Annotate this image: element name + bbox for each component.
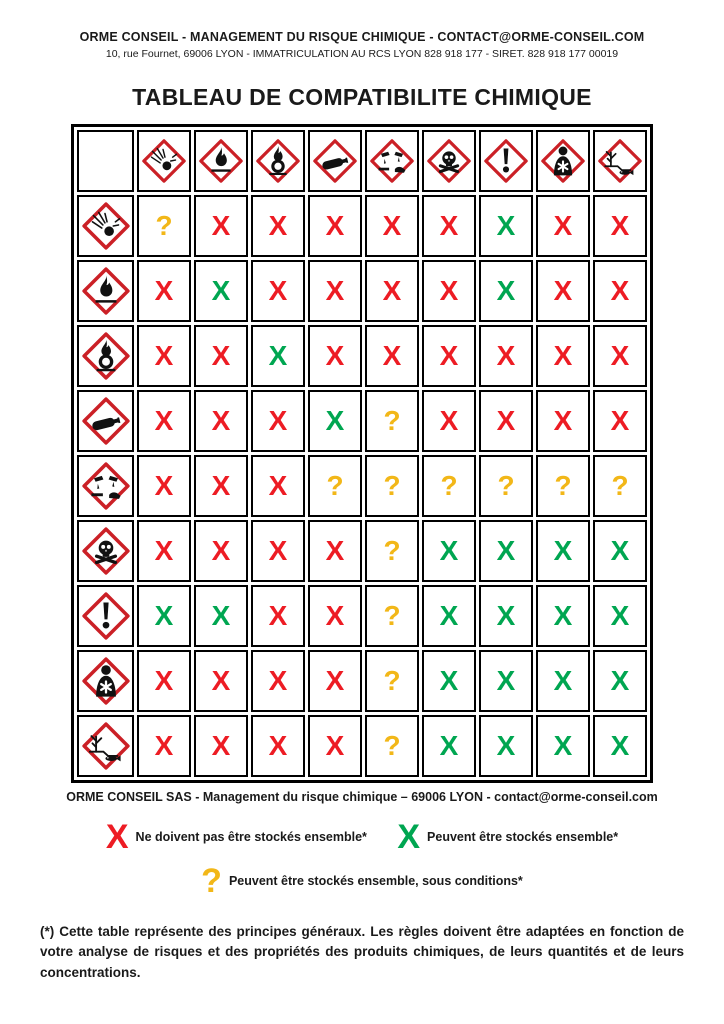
col-header-corrosion-icon (365, 130, 419, 192)
compatibility-cell: X (251, 455, 305, 517)
compatibility-cell: X (479, 715, 533, 777)
compatibility-cell: X (593, 650, 647, 712)
compatibility-cell: X (422, 260, 476, 322)
legend-label: Peuvent être stockés ensemble, sous conditions* (228, 874, 523, 888)
compatibility-cell: X (536, 390, 590, 452)
col-header-environment-icon (593, 130, 647, 192)
compatibility-cell: X (479, 195, 533, 257)
table-row (77, 195, 647, 257)
compatibility-cell: ? (365, 650, 419, 712)
compatibility-cell: ? (365, 585, 419, 647)
flame-over-circle-icon (255, 138, 301, 184)
legend-label: Peuvent être stockés ensemble* (427, 830, 619, 844)
compatibility-cell: ? (365, 715, 419, 777)
col-header-exclamation-mark-icon (479, 130, 533, 192)
compatibility-cell: X (251, 390, 305, 452)
compatibility-cell: X (308, 195, 362, 257)
compatibility-cell: X (536, 715, 590, 777)
compatibility-cell: X (422, 585, 476, 647)
legend-item-compatible (397, 818, 619, 856)
compatibility-cell: X (479, 325, 533, 387)
table-row (77, 650, 647, 712)
compatibility-cell: ? (365, 455, 419, 517)
compatibility-cell: ? (536, 455, 590, 517)
compatibility-cell: X (479, 650, 533, 712)
compatibility-cell: X (593, 260, 647, 322)
environment-icon (81, 721, 131, 771)
company-address-line: 10, rue Fournet, 69006 LYON - IMMATRICULATION AU RCS LYON 828 918 177 - SIRET. 828 918 177 00019 (105, 48, 619, 60)
compatibility-cell: X (365, 325, 419, 387)
compatibility-cell: X (251, 585, 305, 647)
compatibility-cell: X (251, 650, 305, 712)
footnote-paragraph: (*) Cette table représente des principes généraux. Les règles doivent être adaptées en fonction de votre analyse de risques et des propriétés des produits chimiques, de leurs quantités et de leurs concentrations. (40, 924, 684, 980)
compatibility-cell: X (422, 195, 476, 257)
compatibility-cell: X (137, 390, 191, 452)
compatibility-cell: X (536, 195, 590, 257)
skull-crossbones-icon (81, 526, 131, 576)
table-row (77, 715, 647, 777)
row-header-health-hazard-icon (77, 650, 134, 712)
exclamation-mark-icon (81, 591, 131, 641)
col-header-exploding-bomb-icon (137, 130, 191, 192)
row-header-skull-crossbones-icon (77, 520, 134, 582)
col-header-health-hazard-icon (536, 130, 590, 192)
compatibility-cell: X (251, 325, 305, 387)
compatibility-cell: X (194, 195, 248, 257)
health-hazard-icon (81, 656, 131, 706)
compatibility-cell: X (194, 260, 248, 322)
exploding-bomb-icon (81, 201, 131, 251)
page-title: TABLEAU DE COMPATIBILITE CHIMIQUE (132, 84, 592, 110)
compatibility-cell: ? (308, 455, 362, 517)
compatibility-cell: ? (479, 455, 533, 517)
compatibility-cell: X (194, 455, 248, 517)
compatibility-cell: X (593, 520, 647, 582)
flame-over-circle-icon (81, 331, 131, 381)
compatibility-cell: X (308, 650, 362, 712)
letterhead (0, 0, 724, 60)
table-footer-line: ORME CONSEIL SAS - Management du risque chimique – 69006 LYON - contact@orme-conseil.com (66, 790, 658, 804)
compatibility-cell: X (308, 520, 362, 582)
compatibility-cell: X (365, 260, 419, 322)
compatibility-table (71, 124, 653, 783)
row-header-gas-cylinder-icon (77, 390, 134, 452)
legend-row-1 (0, 820, 724, 854)
compatibility-cell: X (479, 585, 533, 647)
green-x-mark: X (397, 818, 421, 856)
gas-cylinder-icon (312, 138, 358, 184)
legend-row-2 (0, 864, 724, 898)
compatibility-cell: X (251, 260, 305, 322)
skull-crossbones-icon (426, 138, 472, 184)
compatibility-cell: X (365, 195, 419, 257)
corrosion-icon (81, 461, 131, 511)
corner-cell (77, 130, 134, 192)
compatibility-cell: X (593, 715, 647, 777)
col-header-skull-crossbones-icon (422, 130, 476, 192)
row-header-environment-icon (77, 715, 134, 777)
compatibility-cell: ? (422, 455, 476, 517)
compatibility-cell: X (536, 650, 590, 712)
compatibility-cell: X (422, 390, 476, 452)
legend-item-conditional (201, 862, 523, 900)
compatibility-cell: X (593, 195, 647, 257)
table-row (77, 390, 647, 452)
compatibility-cell: X (479, 260, 533, 322)
compatibility-cell: X (422, 520, 476, 582)
compatibility-cell: X (308, 260, 362, 322)
compatibility-cell: ? (365, 520, 419, 582)
compatibility-cell: X (536, 585, 590, 647)
row-header-exclamation-mark-icon (77, 585, 134, 647)
compatibility-cell: X (194, 390, 248, 452)
compatibility-cell: X (593, 585, 647, 647)
table-row (77, 585, 647, 647)
compatibility-cell: X (479, 390, 533, 452)
exploding-bomb-icon (141, 138, 187, 184)
environment-icon (597, 138, 643, 184)
table-row (77, 520, 647, 582)
row-header-flame-icon (77, 260, 134, 322)
compatibility-cell: X (536, 325, 590, 387)
legend-label: Ne doivent pas être stockés ensemble* (135, 830, 367, 844)
flame-icon (81, 266, 131, 316)
compatibility-cell: X (593, 390, 647, 452)
compatibility-cell: X (308, 715, 362, 777)
health-hazard-icon (540, 138, 586, 184)
compatibility-cell: ? (365, 390, 419, 452)
company-header-line: ORME CONSEIL - MANAGEMENT DU RISQUE CHIMIQUE - CONTACT@ORME-CONSEIL.COM (79, 30, 645, 44)
compatibility-cell: X (137, 585, 191, 647)
compatibility-cell: X (137, 325, 191, 387)
compatibility-cell: X (194, 520, 248, 582)
compatibility-cell: X (308, 325, 362, 387)
compatibility-cell: X (308, 390, 362, 452)
row-header-flame-over-circle-icon (77, 325, 134, 387)
yellow-question-mark: ? (201, 862, 222, 900)
corrosion-icon (369, 138, 415, 184)
col-header-gas-cylinder-icon (308, 130, 362, 192)
compatibility-cell: X (194, 715, 248, 777)
compatibility-cell: X (422, 325, 476, 387)
compatibility-cell: X (137, 650, 191, 712)
compatibility-cell: X (194, 650, 248, 712)
compatibility-cell: X (479, 520, 533, 582)
flame-icon (198, 138, 244, 184)
gas-cylinder-icon (81, 396, 131, 446)
row-header-exploding-bomb-icon (77, 195, 134, 257)
legend-item-incompatible (105, 818, 372, 856)
compatibility-cell: X (308, 585, 362, 647)
compatibility-cell: X (137, 520, 191, 582)
compatibility-cell: X (422, 650, 476, 712)
compatibility-cell: X (137, 715, 191, 777)
compatibility-cell: X (422, 715, 476, 777)
col-header-flame-over-circle-icon (251, 130, 305, 192)
compatibility-cell: X (536, 260, 590, 322)
table-row (77, 325, 647, 387)
compatibility-cell: X (137, 455, 191, 517)
compatibility-cell: X (194, 325, 248, 387)
compatibility-cell: X (251, 195, 305, 257)
table-row (77, 260, 647, 322)
table-row (77, 455, 647, 517)
col-header-flame-icon (194, 130, 248, 192)
row-header-corrosion-icon (77, 455, 134, 517)
red-x-mark: X (105, 818, 129, 856)
compatibility-cell: X (194, 585, 248, 647)
compatibility-cell: ? (593, 455, 647, 517)
compatibility-cell: X (251, 715, 305, 777)
compatibility-cell: X (593, 325, 647, 387)
compatibility-cell: X (137, 260, 191, 322)
compatibility-cell: X (536, 520, 590, 582)
compatibility-cell: ? (137, 195, 191, 257)
compatibility-cell: X (251, 520, 305, 582)
exclamation-mark-icon (483, 138, 529, 184)
pictogram-header-row (77, 130, 647, 192)
